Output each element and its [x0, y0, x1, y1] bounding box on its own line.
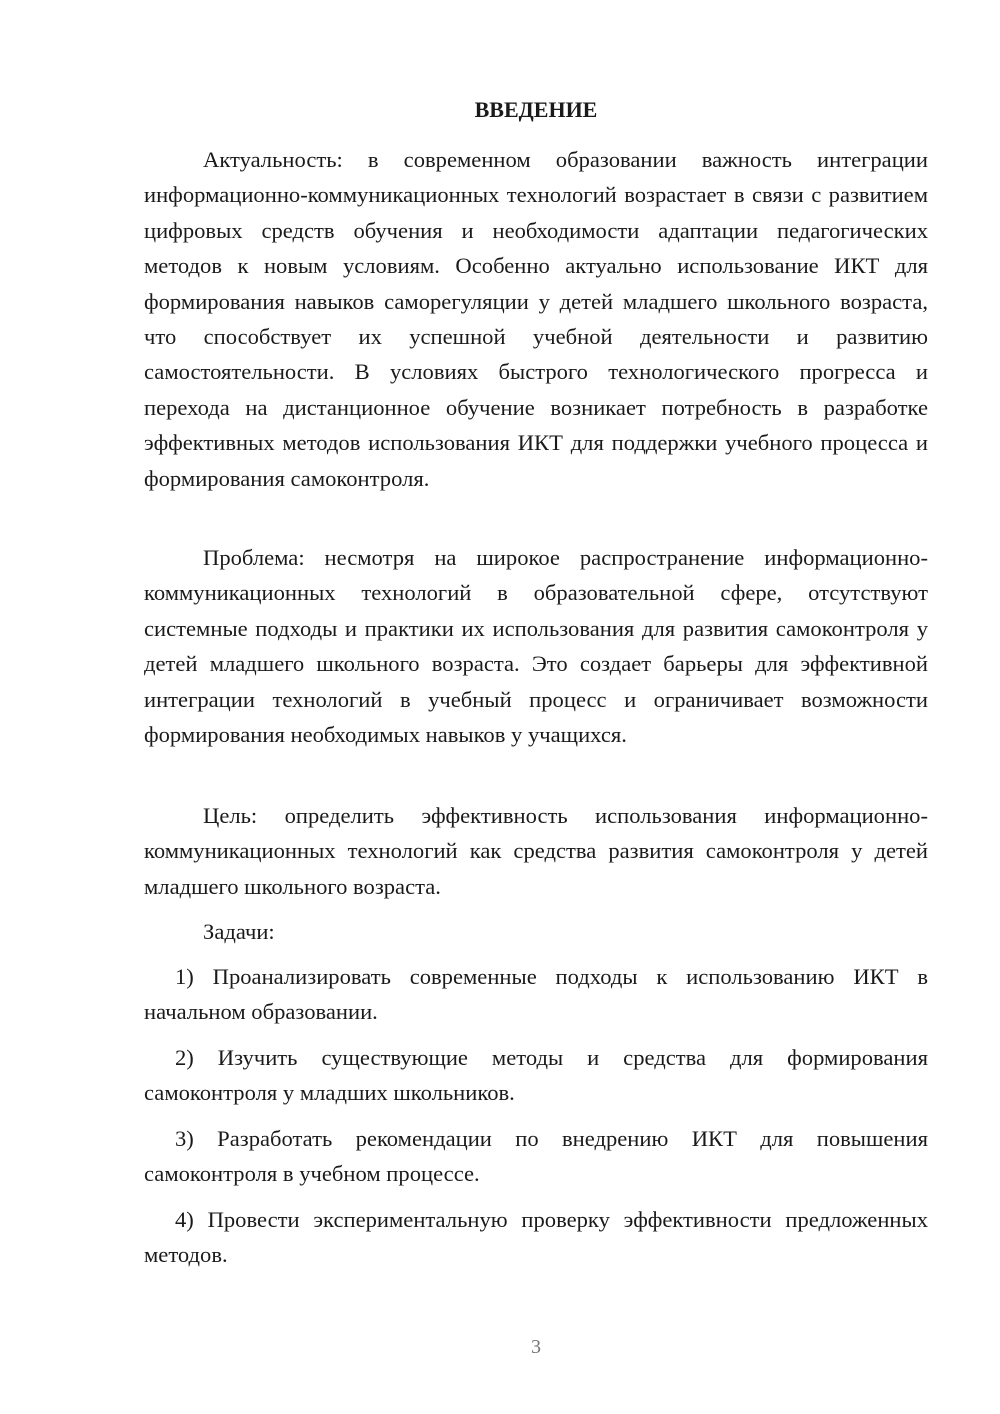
task-item-1: 1) Проанализировать современные подходы к использованию ИКТ в начальном образовании. — [144, 964, 928, 1025]
page-title: ВВЕДЕНИЕ — [474, 97, 598, 122]
page-number: 3 — [531, 1336, 541, 1358]
task-item-2: 2) Изучить существующие методы и средства для формирования самоконтроля у младших школьников. — [144, 1045, 928, 1106]
task-item-4: 4) Провести экспериментальную проверку эффективности предложенных методов. — [144, 1207, 928, 1268]
task-item-3: 3) Разработать рекомендации по внедрению ИКТ для повышения самоконтроля в учебном процессе. — [144, 1126, 928, 1187]
problem-paragraph: Проблема: несмотря на широкое распространение информационно-коммуникационных технологий в образовательной сфере, отсутствуют системные подходы и практики их использования для развития самоконтроля у детей младшего школьного возраста. Это создает барьеры для эффективной интеграции технологий в учебный процесс и ограничивает возможности формирования необходимых навыков у учащихся. — [144, 545, 928, 748]
goal-paragraph: Цель: определить эффективность использования информационно-коммуникационных технологий как средства развития самоконтроля у детей младшего школьного возраста. — [144, 803, 928, 899]
tasks-heading: Задачи: — [203, 919, 275, 944]
relevance-paragraph: Актуальность: в современном образовании важность интеграции информационно-коммуникационных технологий возрастает в связи с развитием цифровых средств обучения и необходимости адаптации педагогических методов к новым условиям. Особенно актуально использование ИКТ для формирования навыков саморегуляции у детей младшего школьного возраста, что способствует их успешной учебной деятельности и развитию самостоятельности. В условиях быстрого технологического прогресса и перехода на дистанционное обучение возникает потребность в разработке эффективных методов использования ИКТ для поддержки учебного процесса и формирования самоконтроля. — [144, 147, 928, 491]
